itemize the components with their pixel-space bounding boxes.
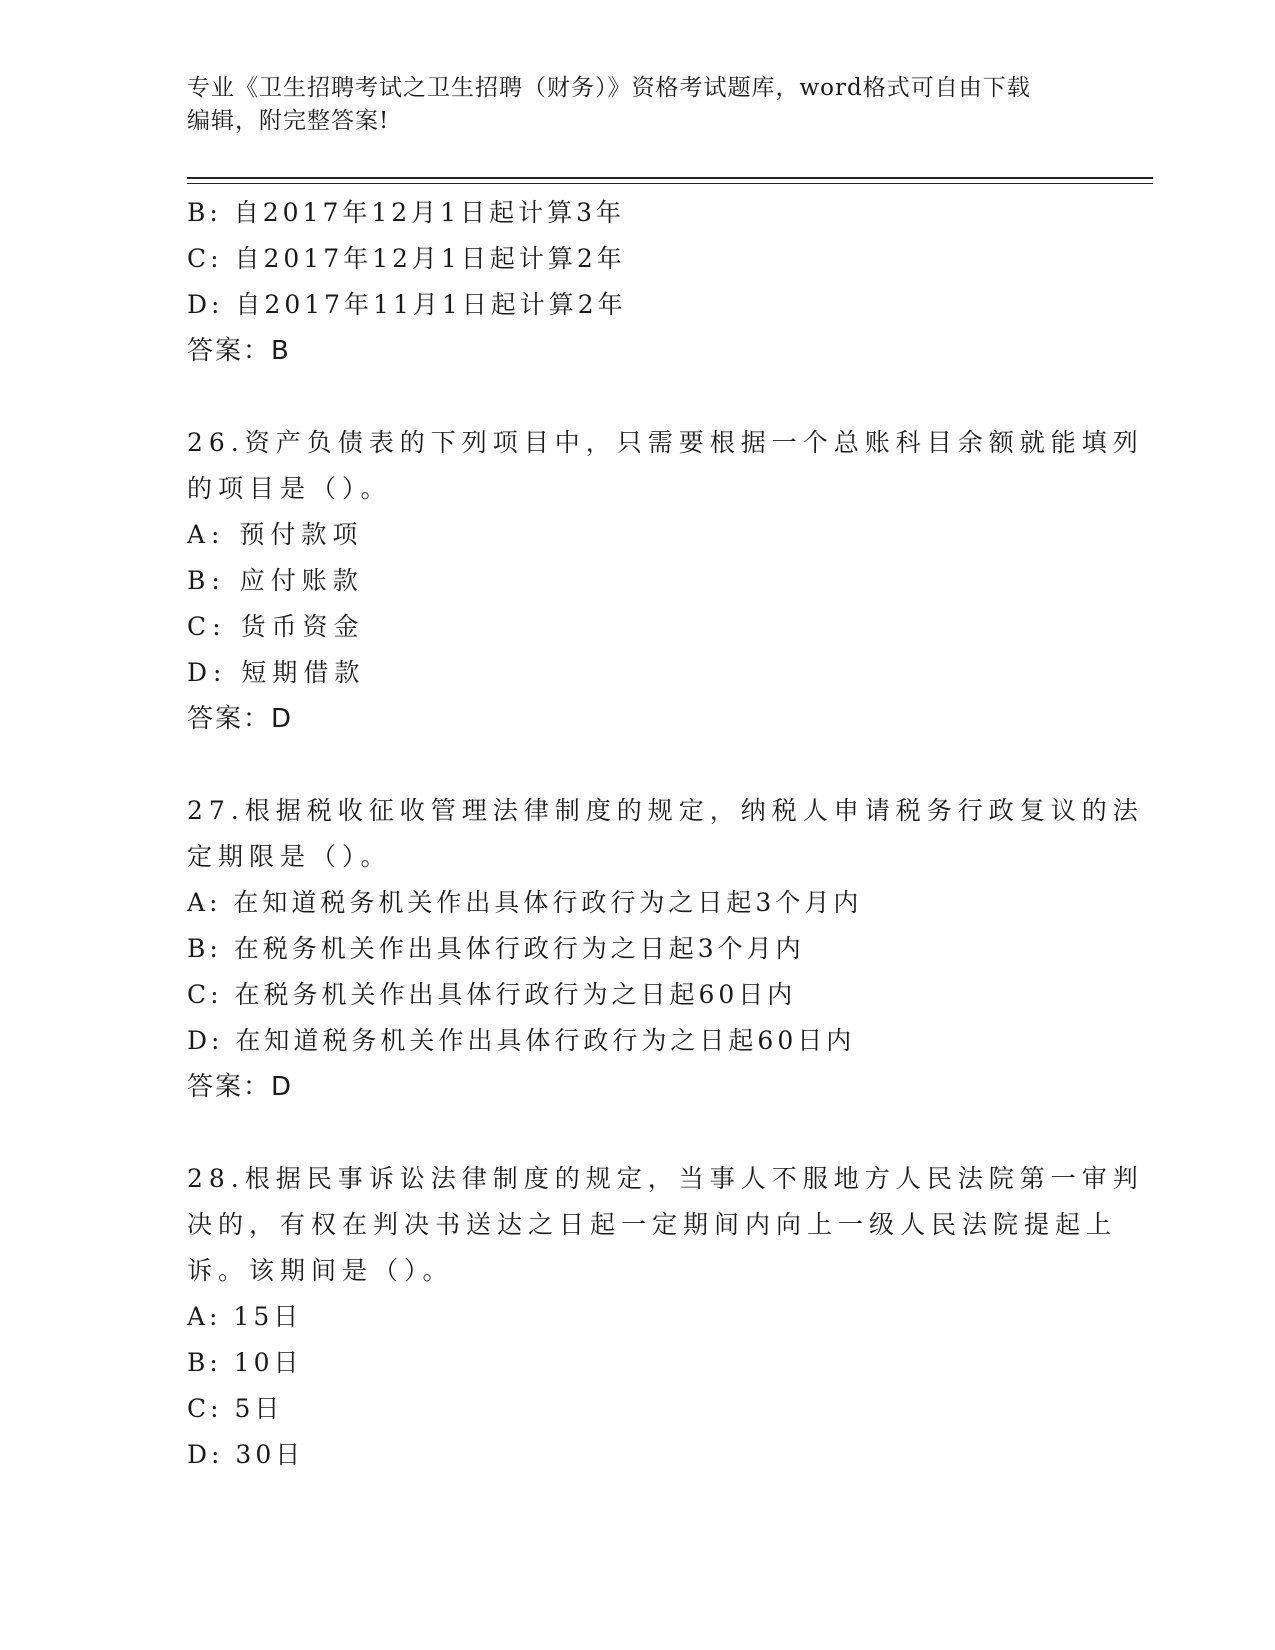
option-b: B: 自2017年12月1日起计算3年	[187, 198, 625, 227]
option-d: D: 自2017年11月1日起计算2年	[187, 290, 627, 319]
spacer	[187, 1110, 1087, 1156]
option-c: C: 5日	[187, 1394, 284, 1423]
question-text-line: 27.根据税收征收管理法律制度的规定，纳税人申请税务行政复议的法	[187, 796, 1144, 825]
option-b: B: 在税务机关作出具体行政行为之日起3个月内	[187, 934, 805, 963]
header-rule-thin	[187, 183, 1153, 184]
answer-25: 答案：B	[187, 336, 291, 366]
option-a: A: 预付款项	[187, 520, 364, 549]
header-rule-thick	[187, 177, 1153, 179]
option-b: B: 10日	[187, 1348, 303, 1377]
document-header	[187, 72, 1087, 138]
question-text-line: 定期限是（）。	[187, 842, 392, 871]
spacer	[187, 742, 1087, 788]
option-a: A: 在知道税务机关作出具体行政行为之日起3个月内	[187, 888, 863, 917]
option-d: D: 短期借款	[187, 658, 366, 687]
option-c: C: 货币资金	[187, 612, 365, 641]
option-a: A: 15日	[187, 1302, 303, 1331]
option-c: C: 在税务机关作出具体行政行为之日起60日内	[187, 980, 797, 1009]
question-26	[187, 420, 1144, 742]
header-line-2: 编辑，附完整答案!	[187, 108, 390, 134]
answer-27: 答案：D	[187, 1072, 294, 1102]
question-text-line: 决的，有权在判决书送达之日起一定期间内向上一级人民法院提起上	[187, 1210, 1118, 1239]
question-text-line: 诉。该期间是（）。	[187, 1256, 454, 1285]
option-d: D: 在知道税务机关作出具体行政行为之日起60日内	[187, 1026, 856, 1055]
question-text-line: 的项目是（）。	[187, 474, 392, 503]
question-25	[187, 190, 1087, 374]
question-27	[187, 788, 1144, 1110]
question-list	[187, 190, 1144, 1478]
question-28	[187, 1156, 1144, 1478]
option-c: C: 自2017年12月1日起计算2年	[187, 244, 626, 273]
option-d: D: 30日	[187, 1440, 305, 1469]
option-b: B: 应付账款	[187, 566, 364, 595]
header-line-1: 专业《卫生招聘考试之卫生招聘（财务）》资格考试题库，word格式可自由下载	[187, 75, 1031, 101]
question-text-line: 26.资产负债表的下列项目中，只需要根据一个总账科目余额就能填列	[187, 428, 1144, 457]
answer-26: 答案：D	[187, 704, 294, 734]
spacer	[187, 374, 1087, 420]
question-text-line: 28.根据民事诉讼法律制度的规定，当事人不服地方人民法院第一审判	[187, 1164, 1144, 1193]
